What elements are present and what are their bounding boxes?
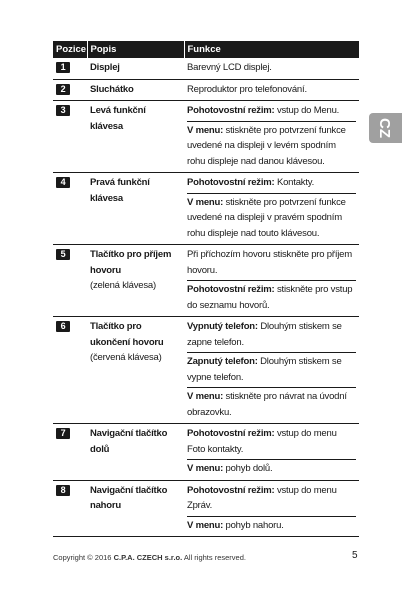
page-number: 5 — [352, 550, 358, 561]
function-line — [187, 247, 356, 278]
header-popis: Popis — [87, 41, 184, 58]
key-name: Tlačítko pro ukončení hovoru — [90, 321, 164, 348]
position-cell — [53, 58, 87, 79]
function-line — [187, 387, 356, 420]
position-badge: 8 — [56, 485, 70, 496]
position-cell — [53, 173, 87, 245]
function-line — [187, 193, 356, 242]
key-color-note: (zelená klávesa) — [90, 280, 156, 291]
key-name: Levá funkční klávesa — [90, 105, 146, 132]
function-cell — [184, 173, 359, 245]
position-badge: 1 — [56, 62, 70, 73]
function-line — [187, 516, 356, 534]
function-line — [187, 426, 356, 457]
function-text: pohyb dolů. — [223, 463, 273, 474]
description-cell — [87, 79, 184, 101]
function-line — [187, 483, 356, 514]
function-mode-label: Pohotovostní režim: — [187, 177, 275, 188]
function-text: stiskněte pro návrat na úvodní obrazovku. — [187, 391, 347, 418]
key-name: Navigační tlačítko dolů — [90, 428, 168, 455]
copyright-suffix: All rights reserved. — [182, 553, 246, 562]
header-pozice: Pozice — [53, 41, 87, 58]
function-mode-label: V menu: — [187, 196, 224, 208]
position-badge: 3 — [56, 105, 70, 116]
table-row — [53, 173, 359, 245]
description-cell — [87, 245, 184, 317]
function-cell — [184, 245, 359, 317]
description-cell — [87, 480, 184, 537]
function-text: Dlouhým stiskem se vypne telefon. — [187, 356, 342, 383]
function-line — [187, 175, 356, 191]
function-line — [187, 103, 356, 119]
function-cell — [184, 480, 359, 537]
function-mode-label: Pohotovostní režim: — [187, 484, 275, 496]
function-mode-label: V menu: — [187, 519, 224, 531]
position-badge: 5 — [56, 249, 70, 260]
key-color-note: (červená klávesa) — [90, 352, 162, 363]
table-row — [53, 480, 359, 537]
function-cell — [184, 101, 359, 173]
key-name: Tlačítko pro příjem hovoru — [90, 249, 172, 276]
key-name: Sluchátko — [90, 83, 134, 95]
function-mode-label: Vypnutý telefon: — [187, 321, 258, 332]
function-text: vstup do menu Foto kontakty. — [187, 428, 337, 455]
table-row — [53, 317, 359, 424]
function-cell — [184, 79, 359, 101]
function-line — [187, 280, 356, 313]
copyright-company: C.P.A. CZECH s.r.o. — [113, 553, 183, 562]
language-tab-label: CZ — [376, 118, 393, 138]
position-cell — [53, 245, 87, 317]
function-mode-label: Pohotovostní režim: — [187, 284, 275, 295]
copyright-prefix: Copyright © 2016 — [53, 553, 114, 562]
key-name: Displej — [90, 62, 120, 73]
function-text: vstup do menu Zpráv. — [187, 484, 337, 511]
header-funkce: Funkce — [184, 41, 359, 58]
function-text: stiskněte pro potvrzení funkce uvedené na displeji v levém spodním rohu displeje nad danou klávesou. — [187, 124, 346, 167]
description-cell — [87, 424, 184, 481]
function-text: vstup do Menu. — [274, 105, 340, 116]
position-cell — [53, 101, 87, 173]
language-tab — [369, 113, 402, 143]
function-line — [187, 60, 356, 76]
position-cell — [53, 317, 87, 424]
function-text: Při příchozím hovoru stiskněte pro příjem hovoru. — [187, 249, 352, 276]
function-line — [187, 319, 356, 350]
function-text: Reproduktor pro telefonování. — [187, 83, 307, 95]
function-line — [187, 352, 356, 385]
function-text: pohyb nahoru. — [223, 519, 284, 531]
position-badge: 2 — [56, 84, 70, 95]
position-cell — [53, 79, 87, 101]
position-cell — [53, 480, 87, 537]
function-mode-label: V menu: — [187, 463, 224, 474]
description-cell — [87, 173, 184, 245]
position-badge: 6 — [56, 321, 70, 332]
function-mode-label: Pohotovostní režim: — [187, 105, 275, 116]
table-row — [53, 245, 359, 317]
position-badge: 4 — [56, 177, 70, 188]
function-line — [187, 459, 356, 477]
key-name: Pravá funkční klávesa — [90, 177, 150, 204]
function-cell — [184, 58, 359, 79]
function-line — [187, 121, 356, 170]
key-name: Navigační tlačítko nahoru — [90, 484, 168, 511]
table-row — [53, 79, 359, 101]
table-header-row — [53, 41, 359, 58]
function-text: Kontakty. — [274, 177, 315, 188]
description-cell — [87, 101, 184, 173]
function-mode-label: V menu: — [187, 391, 224, 402]
table-row — [53, 424, 359, 481]
function-mode-label: Pohotovostní režim: — [187, 428, 275, 439]
description-cell — [87, 317, 184, 424]
function-cell — [184, 424, 359, 481]
function-table — [53, 41, 359, 537]
copyright-footer — [53, 553, 246, 562]
function-line — [187, 82, 356, 98]
position-cell — [53, 424, 87, 481]
function-cell — [184, 317, 359, 424]
table-row — [53, 101, 359, 173]
table-row — [53, 58, 359, 79]
function-text: stiskněte pro vstup do seznamu hovorů. — [187, 284, 353, 311]
function-text: Barevný LCD displej. — [187, 62, 272, 73]
position-badge: 7 — [56, 428, 70, 439]
function-mode-label: V menu: — [187, 124, 224, 136]
function-text: stiskněte pro potvrzení funkce uvedené na displeji v pravém spodním rohu displeje nad touto klávesou. — [187, 196, 346, 239]
function-mode-label: Zapnutý telefon: — [187, 356, 258, 367]
function-text: Dlouhým stiskem se zapne telefon. — [187, 321, 342, 348]
description-cell — [87, 58, 184, 79]
